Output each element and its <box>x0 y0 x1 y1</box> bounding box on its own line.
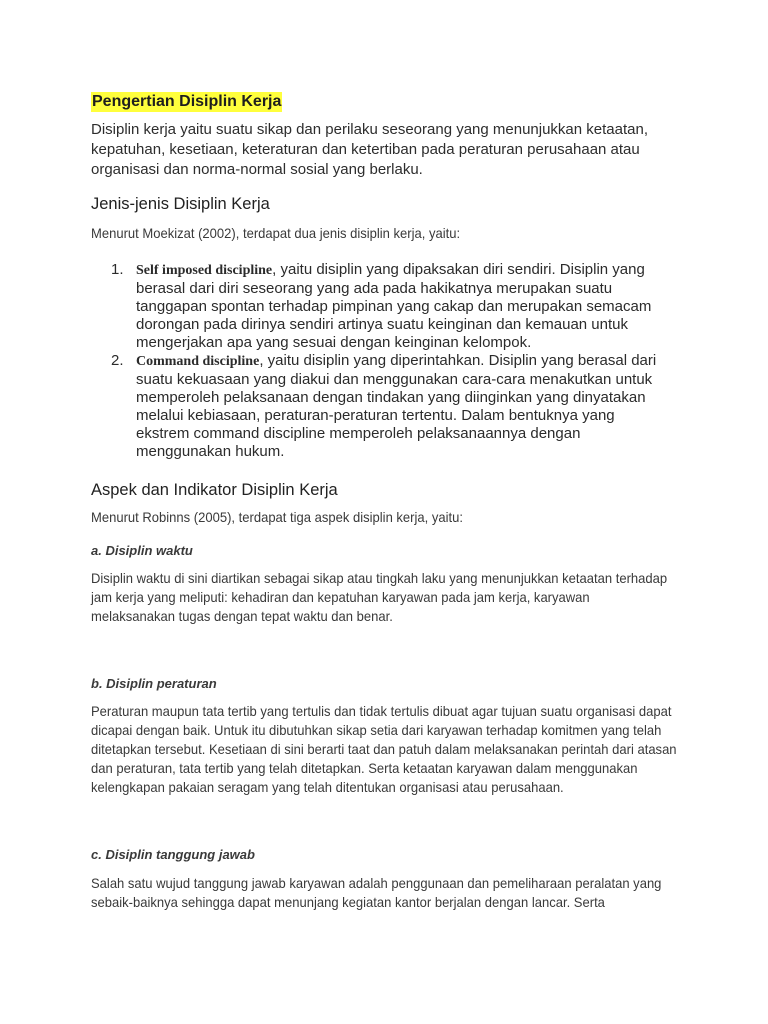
subheading-disiplin-tanggung-jawab: c. Disiplin tanggung jawab <box>91 847 255 862</box>
heading-pengertian: Pengertian Disiplin Kerja <box>92 93 282 110</box>
list-term: Command discipline <box>136 354 260 369</box>
list-text: , yaitu disiplin yang diperintahkan. Disiplin yang berasal dari suatu kekuasaan yang diakui dan menggunakan cara-cara menakutkan untuk memperoleh pelaksanaan dengan tindakan yang diinginkan yang dinyatakan melalui kebiasaan, peraturan-peraturan tertentu. Dalam bentuknya yang ekstrem command discipline memperoleh pelaksanaannya dengan menggunakan hukum. <box>136 352 657 460</box>
subheading-disiplin-peraturan: b. Disiplin peraturan <box>91 676 217 691</box>
jenis-list <box>91 261 661 461</box>
list-number: 1. <box>111 261 124 278</box>
aspek-lead: Menurut Robinns (2005), terdapat tiga aspek disiplin kerja, yaitu: <box>91 509 463 525</box>
list-number: 2. <box>111 352 124 369</box>
document-page <box>91 92 691 912</box>
intro-paragraph: Disiplin kerja yaitu suatu sikap dan perilaku seseorang yang menunjukkan ketaatan, kepatuhan, kesetiaan, keteraturan dan ketertiban pada peraturan perusahaan atau organisasi dan norma-normal sosial yang berlaku. <box>91 121 648 178</box>
list-item <box>91 261 661 352</box>
heading-aspek: Aspek dan Indikator Disiplin Kerja <box>91 481 338 499</box>
paragraph-disiplin-waktu: Disiplin waktu di sini diartikan sebagai sikap atau tingkah laku yang menunjukkan ketaatan terhadap jam kerja yang meliputi: kehadiran dan kepatuhan karyawan pada jam kerja, karyawan melaksanakan tugas dengan tepat waktu dan benar. <box>91 570 668 624</box>
list-item <box>91 352 661 461</box>
list-term: Self imposed discipline <box>136 263 273 278</box>
paragraph-disiplin-peraturan: Peraturan maupun tata tertib yang tertulis dan tidak tertulis dibuat agar tujuan suatu organisasi dapat dicapai dengan baik. Untuk itu dibutuhkan sikap setia dari karyawan terhadap komitmen yang telah ditetapkan tersebut. Kesetiaan di sini berarti taat dan patuh dalam melaksanakan perintah dari atasan dan peraturan, tata tertib yang telah ditetapkan. Serta ketaatan karyawan dalam menggunakan kelengkapan pakaian seragam yang telah ditentukan organisasi atau perusahaan. <box>91 703 677 795</box>
subheading-disiplin-waktu: a. Disiplin waktu <box>91 543 193 558</box>
heading-jenis: Jenis-jenis Disiplin Kerja <box>91 195 270 213</box>
jenis-lead: Menurut Moekizat (2002), terdapat dua jenis disiplin kerja, yaitu: <box>91 225 461 241</box>
paragraph-disiplin-tanggung-jawab: Salah satu wujud tanggung jawab karyawan adalah penggunaan dan pemeliharaan peralatan yang sebaik-baiknya sehingga dapat menunjang kegiatan kantor berjalan dengan lancar. Serta <box>91 875 662 910</box>
list-text: , yaitu disiplin yang dipaksakan diri sendiri. Disiplin yang berasal dari diri seseorang yang ada pada hakikatnya merupakan suatu tanggapan spontan terhadap pimpinan yang cakap dan merupakan semacam dorongan pada dirinya sendiri artinya suatu keinginan dan kemauan untuk mengerjakan apa yang sesuai dengan keinginan kelompok. <box>136 261 652 351</box>
